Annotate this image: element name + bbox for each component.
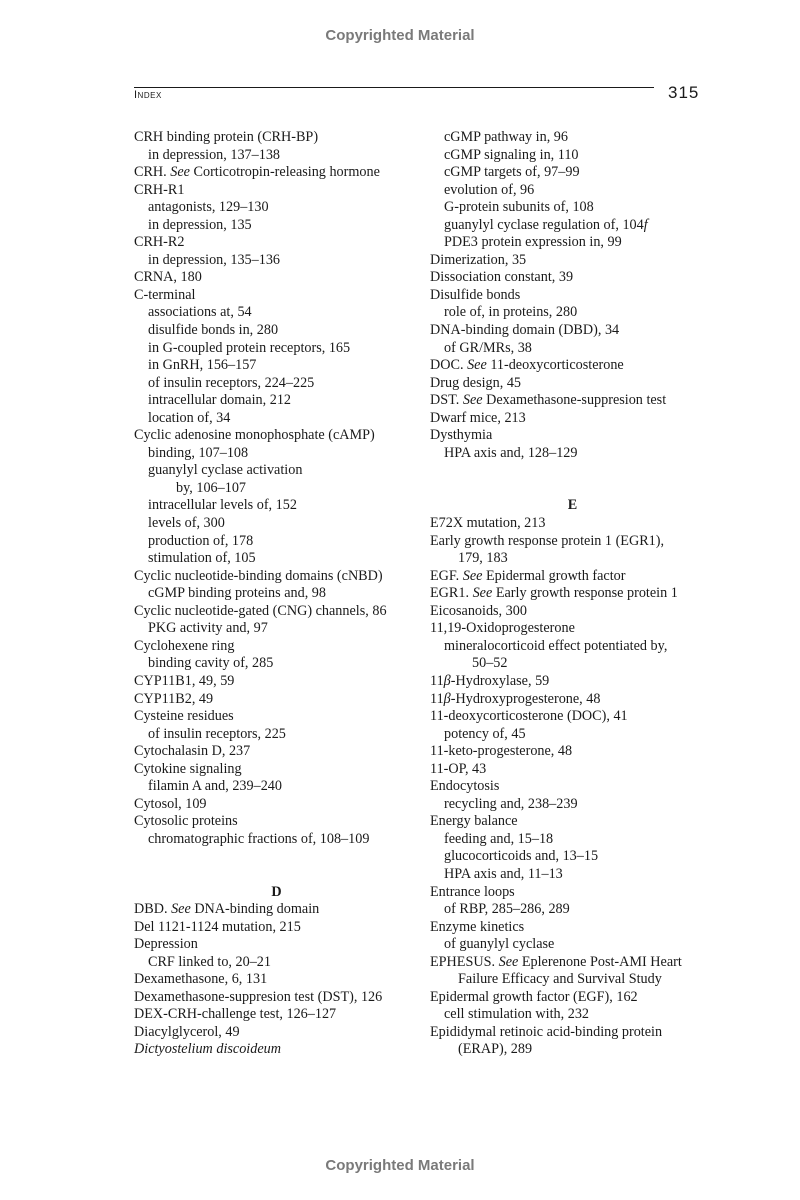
index-subentry: intracellular levels of, 152 — [148, 497, 297, 514]
index-entry: Early growth response protein 1 (EGR1), — [430, 532, 665, 549]
index-entry: Cyclic adenosine monophosphate (cAMP) — [134, 427, 375, 444]
index-cross-reference — [430, 568, 715, 586]
index-subentry: CRF linked to, 20–21 — [148, 953, 271, 970]
index-subentry: PDE3 protein expression in, 99 — [444, 234, 622, 251]
index-subentry: levels of, 300 — [148, 515, 225, 532]
index-entry: Entrance loops — [430, 883, 515, 900]
index-cross-reference — [134, 164, 419, 182]
index-subentry: of insulin receptors, 225 — [148, 725, 286, 742]
entry-term: DOC. — [430, 357, 468, 374]
index-entry: Enzyme kinetics — [430, 918, 525, 935]
index-subentry: intracellular domain, 212 — [148, 392, 292, 409]
index-entry: Disulfide bonds — [430, 286, 521, 303]
copyright-watermark-bottom: Copyrighted Material — [325, 1157, 475, 1174]
index-subentry: associations at, 54 — [148, 304, 252, 321]
index-entry: Endocytosis — [430, 778, 500, 795]
index-subentry: feeding and, 15–18 — [444, 830, 554, 847]
index-subentry: chromatographic fractions of, 108–109 — [148, 830, 370, 847]
entry-term: DST. — [430, 392, 463, 409]
index-entry: 11,19-Oxidoprogesterone — [430, 620, 575, 637]
index-subentry: in GnRH, 156–157 — [148, 357, 257, 374]
index-entry: Dysthymia — [430, 427, 493, 444]
index-cross-reference — [430, 357, 715, 375]
page-number: 315 — [668, 83, 700, 102]
entry-prefix: 11 — [430, 690, 444, 707]
index-subentry: guanylyl cyclase activation — [148, 462, 303, 479]
index-subentry: in depression, 137–138 — [148, 146, 281, 163]
index-subentry: of RBP, 285–286, 289 — [444, 901, 570, 918]
index-subentry: 179, 183 — [458, 550, 508, 567]
index-column-left — [134, 129, 419, 1059]
index-subentry: stimulation of, 105 — [148, 550, 256, 567]
index-subentry: in G-coupled protein receptors, 165 — [148, 339, 351, 356]
index-entry: Dwarf mice, 213 — [430, 409, 526, 426]
index-entry: Depression — [134, 936, 198, 953]
index-subentry: of GR/MRs, 38 — [444, 339, 532, 356]
see-reference-target: 11-deoxycorticosterone — [486, 357, 624, 374]
index-entry: Dictyostelium discoideum — [134, 1041, 281, 1058]
header-rule — [134, 87, 654, 88]
entry-text: -Hydroxylase, 59 — [450, 672, 550, 689]
copyright-watermark-top: Copyrighted Material — [325, 27, 475, 44]
index-entry: Cytosol, 109 — [134, 795, 207, 812]
index-entry: CRH-R2 — [134, 234, 185, 251]
index-column-right — [430, 129, 715, 1059]
index-entry: 11-deoxycorticosterone (DOC), 41 — [430, 708, 628, 725]
section-letter-heading: D — [271, 883, 282, 900]
index-subentry: by, 106–107 — [176, 479, 247, 496]
running-head: Index — [134, 89, 162, 101]
index-subentry: recycling and, 238–239 — [444, 795, 578, 812]
index-entry: Dexamethasone-suppresion test (DST), 126 — [134, 988, 383, 1005]
index-subentry: glucocorticoids and, 13–15 — [444, 848, 599, 865]
index-entry: C-terminal — [134, 286, 196, 303]
index-cross-reference — [430, 585, 715, 603]
index-entry: Cyclohexene ring — [134, 637, 235, 654]
index-entry: CRH-R1 — [134, 181, 185, 198]
section-spacer — [430, 462, 715, 480]
index-entry: CRH binding protein (CRH-BP) — [134, 129, 319, 145]
see-reference-target: Eplerenone Post-AMI Heart — [518, 953, 682, 970]
see-reference-label: See — [467, 357, 487, 374]
index-subentry: HPA axis and, 128–129 — [444, 444, 578, 461]
beta-symbol: β — [443, 690, 451, 707]
figure-suffix: f — [643, 216, 648, 233]
index-subentry: of insulin receptors, 224–225 — [148, 374, 315, 391]
index-entry: E72X mutation, 213 — [430, 515, 546, 532]
index-entry: DEX-CRH-challenge test, 126–127 — [134, 1006, 337, 1023]
index-entry: Dimerization, 35 — [430, 251, 527, 268]
index-subentry: antagonists, 129–130 — [148, 199, 269, 216]
entry-term: EGR1. — [430, 585, 473, 602]
entry-prefix: 11 — [430, 672, 444, 689]
index-subentry: in depression, 135 — [148, 216, 252, 233]
index-entry: DNA-binding domain (DBD), 34 — [430, 322, 620, 339]
see-reference-target: Corticotropin-releasing hormone — [189, 164, 380, 181]
index-cross-reference — [134, 901, 419, 919]
index-subentry — [430, 217, 715, 235]
index-entry — [430, 691, 715, 709]
entry-term: CRH. — [134, 164, 171, 181]
index-cross-reference — [430, 954, 715, 972]
entry-text: guanylyl cyclase regulation of, 104 — [444, 216, 644, 233]
index-subentry: cGMP targets of, 97–99 — [444, 164, 580, 181]
index-subentry: HPA axis and, 11–13 — [444, 865, 563, 882]
section-spacer — [134, 866, 419, 884]
index-subentry: cGMP binding proteins and, 98 — [148, 585, 326, 602]
index-entry: 11-OP, 43 — [430, 760, 487, 777]
see-reference-target: Epidermal growth factor — [482, 567, 626, 584]
index-subentry: mineralocorticoid effect potentiated by, — [444, 637, 668, 654]
entry-term: EGF. — [430, 567, 463, 584]
see-reference-target: DNA-binding domain — [190, 901, 320, 918]
index-subentry: G-protein subunits of, 108 — [444, 199, 594, 216]
section-letter-heading: E — [567, 497, 578, 514]
section-spacer — [134, 848, 419, 866]
entry-term: DBD. — [134, 901, 172, 918]
index-entry: Energy balance — [430, 813, 518, 830]
index-subentry: role of, in proteins, 280 — [444, 304, 578, 321]
index-subentry: production of, 178 — [148, 532, 254, 549]
see-reference-label: See — [462, 392, 483, 409]
index-entry: Cytochalasin D, 237 — [134, 743, 251, 760]
index-entry: Cytosolic proteins — [134, 813, 238, 830]
entry-text: -Hydroxyprogesterone, 48 — [450, 690, 601, 707]
see-reference-target: Dexamethasone-suppresion test — [482, 392, 667, 409]
index-subentry: 50–52 — [472, 655, 508, 672]
index-entry: Drug design, 45 — [430, 374, 522, 391]
index-entry: Epididymal retinoic acid-binding protein — [430, 1023, 663, 1040]
index-entry: Cyclic nucleotide-binding domains (cNBD) — [134, 567, 383, 584]
index-entry: CRNA, 180 — [134, 269, 202, 286]
index-subentry: PKG activity and, 97 — [148, 620, 268, 637]
index-subentry: cGMP signaling in, 110 — [444, 146, 579, 163]
index-entry: Cytokine signaling — [134, 760, 242, 777]
see-reference-label: See — [170, 164, 190, 181]
index-subentry: cGMP pathway in, 96 — [444, 129, 568, 145]
section-spacer — [430, 480, 715, 498]
see-reference-label: See — [498, 953, 519, 970]
index-entry: Dissociation constant, 39 — [430, 269, 574, 286]
index-entry: CYP11B2, 49 — [134, 690, 214, 707]
index-entry: Diacylglycerol, 49 — [134, 1023, 240, 1040]
index-subentry: potency of, 45 — [444, 725, 526, 742]
index-entry: Eicosanoids, 300 — [430, 602, 527, 619]
index-subentry: cell stimulation with, 232 — [444, 1006, 590, 1023]
index-entry: Del 1121-1124 mutation, 215 — [134, 918, 301, 935]
see-reference-label: See — [472, 585, 493, 602]
index-entry: Epidermal growth factor (EGF), 162 — [430, 988, 638, 1005]
see-reference-label: See — [462, 567, 483, 584]
index-subentry: in depression, 135–136 — [148, 251, 281, 268]
see-reference-target: Early growth response protein 1 — [492, 585, 678, 602]
index-subentry: disulfide bonds in, 280 — [148, 322, 279, 339]
index-entry: 11-keto-progesterone, 48 — [430, 743, 573, 760]
index-entry: Cysteine residues — [134, 708, 234, 725]
index-subentry: location of, 34 — [148, 409, 231, 426]
index-subentry: filamin A and, 239–240 — [148, 778, 282, 795]
index-cross-reference — [430, 392, 715, 410]
index-entry: CYP11B1, 49, 59 — [134, 672, 235, 689]
index-entry: Cyclic nucleotide-gated (CNG) channels, 86 — [134, 602, 387, 619]
index-subentry: binding, 107–108 — [148, 444, 249, 461]
index-subentry: Failure Efficacy and Survival Study — [458, 971, 662, 988]
index-subentry: evolution of, 96 — [444, 181, 535, 198]
index-subentry: of guanylyl cyclase — [444, 936, 555, 953]
index-entry: Dexamethasone, 6, 131 — [134, 971, 268, 988]
entry-term: EPHESUS. — [430, 953, 499, 970]
index-subentry: (ERAP), 289 — [458, 1041, 533, 1058]
index-subentry: binding cavity of, 285 — [148, 655, 274, 672]
see-reference-label: See — [171, 901, 191, 918]
index-entry — [430, 673, 715, 691]
beta-symbol: β — [443, 672, 451, 689]
